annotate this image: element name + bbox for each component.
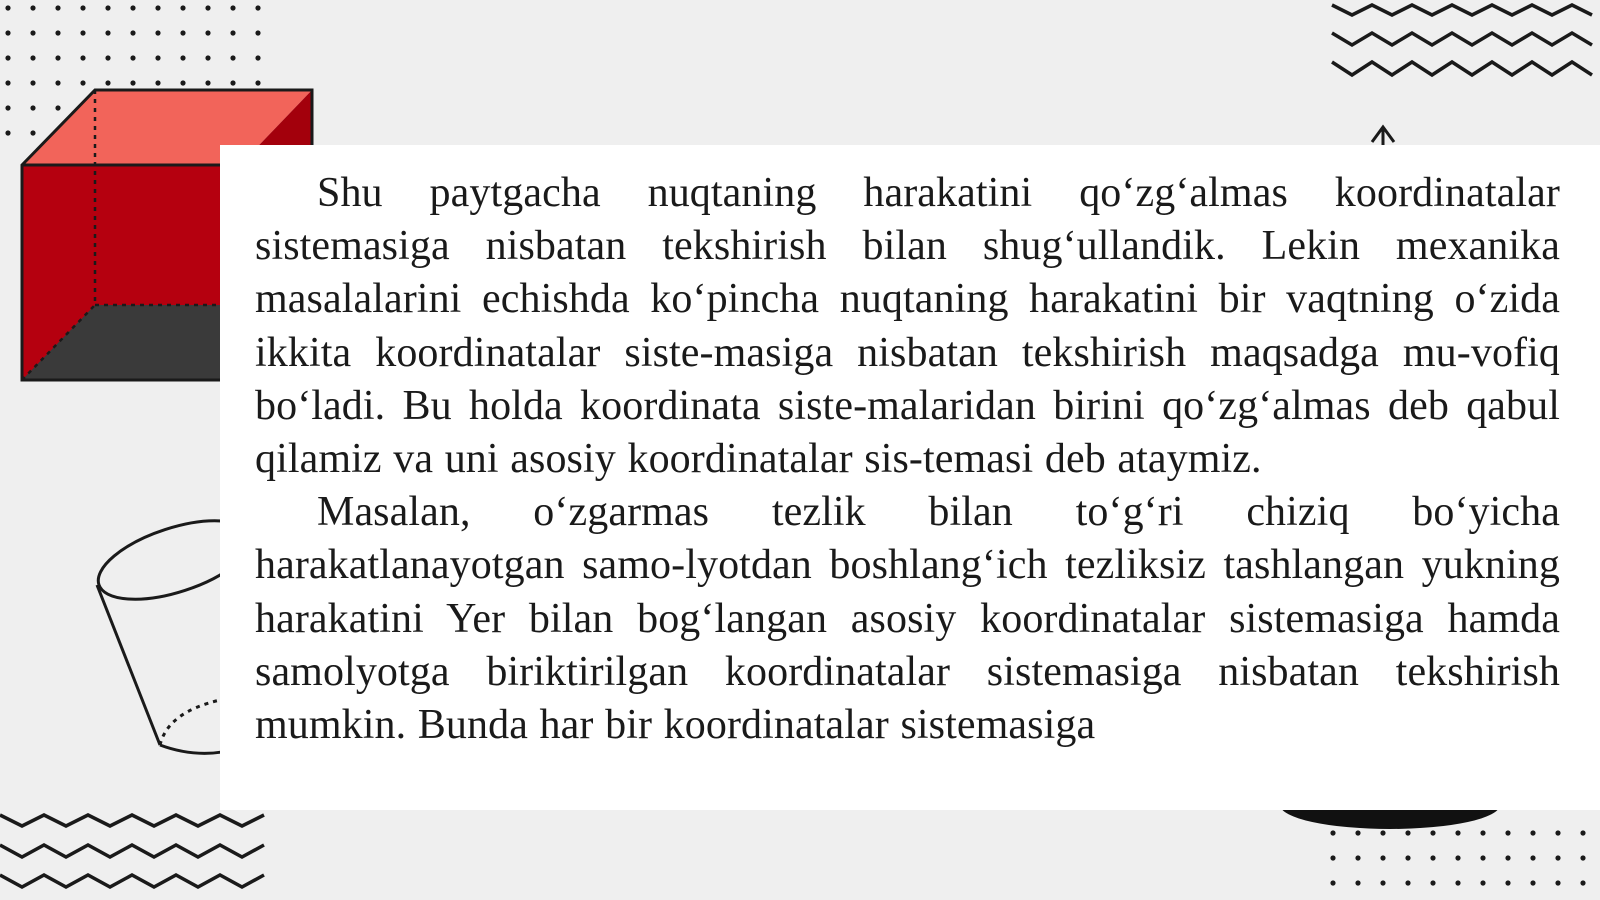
paragraph-2: Masalan, o‘zgarmas tezlik bilan to‘g‘ri chiziq bo‘yicha harakatlanayotgan samo-lyotdan boshlang‘ich tezliksiz tashlangan yukning harakatini Yer bilan bog‘langan asosiy koordinatalar sistemasiga hamda samolyotga biriktirilgan koordinatalar sistemasiga nisbatan tekshirish mumkin. Bunda har bir koordinatalar sistemasiga: [255, 489, 1560, 749]
dot-grid-pattern-icon: [1325, 830, 1600, 900]
zigzag-pattern-icon: [0, 815, 264, 887]
text-panel: [220, 145, 1600, 810]
zigzag-pattern-icon: [1332, 5, 1592, 75]
paragraph-1: Shu paytgacha nuqtaning harakatini qo‘zg‘almas koordinatalar sistemasiga nisbatan tekshirish bilan shug‘ullandik. Lekin mexanika masalalarini echishda ko‘pincha nuqtaning harakatini bir vaqtning o‘zida ikkita koordinatalar siste-masiga nisbatan tekshirish maqsadga mu-vofiq bo‘ladi. Bu holda koordinata siste-malaridan birini qo‘zg‘almas deb qabul qilamiz va uni asosiy koordinatalar sis-temasi deb ataymiz.: [255, 170, 1560, 483]
